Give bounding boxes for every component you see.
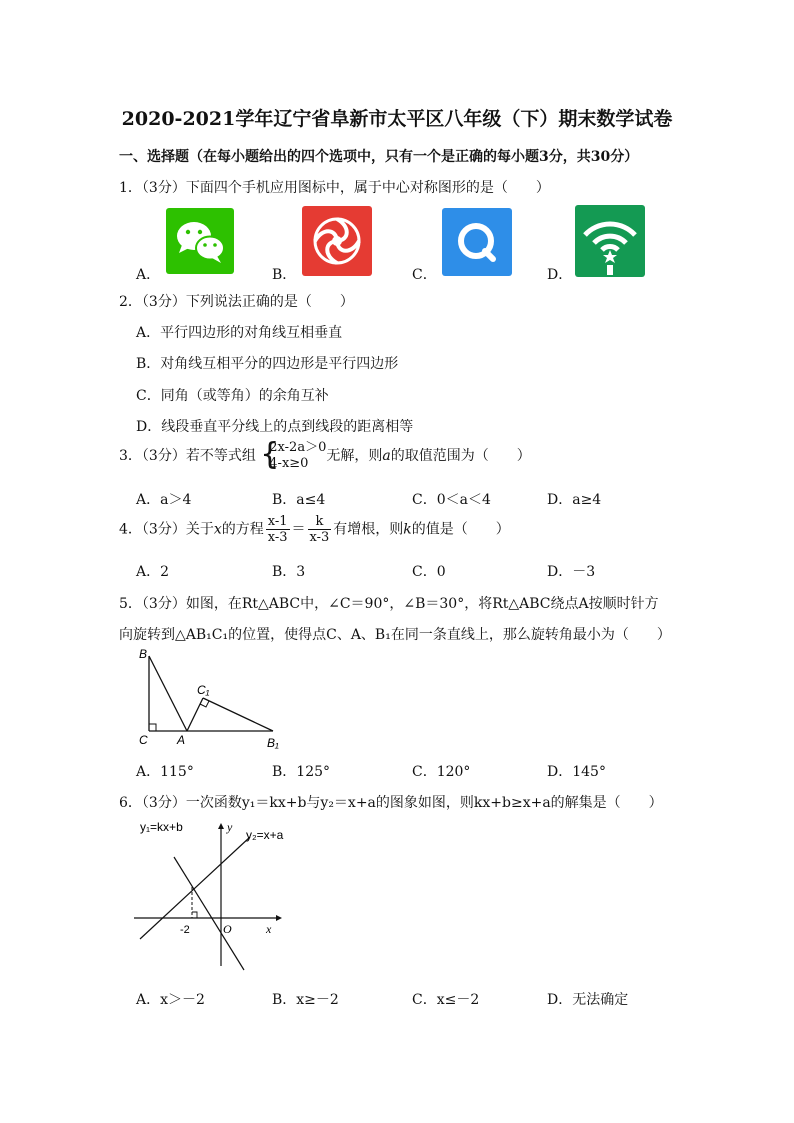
- question-4-stem: 4．（3分）关于x的方程 $\frac{x-1}{x-3}$ ＝ $\frac{k}{x-3}$ 有增根，则k的值是（ ）: [119, 514, 510, 545]
- q6-option-b[interactable]: B．x≥－2: [272, 992, 339, 1008]
- label-y-axis: y: [227, 820, 233, 834]
- fraction-right: $\frac{k}{x-3}$: [309, 514, 330, 545]
- q4-option-c[interactable]: C．0: [412, 564, 446, 580]
- question-6-stem: 6．（3分）一次函数y₁＝kx+b与y₂＝x+a的图象如图，则kx+b≥x+a的解集是（ ）: [119, 795, 663, 811]
- q4-option-a[interactable]: A．2: [136, 564, 170, 580]
- q3-option-b[interactable]: B．a≤4: [272, 492, 326, 508]
- q6-option-c[interactable]: C．x≤－2: [412, 992, 480, 1008]
- question-2-stem: 2．（3分）下列说法正确的是（ ）: [119, 294, 354, 310]
- sohu-icon[interactable]: [302, 206, 372, 276]
- q2-option-b[interactable]: B．对角线互相平分的四边形是平行四边形: [136, 356, 399, 372]
- section-heading: 一、选择题（在每小题给出的四个选项中，只有一个是正确的每小题3分，共30分）: [119, 149, 639, 165]
- label-minus-2: -2: [180, 924, 190, 936]
- label-origin: O: [223, 922, 232, 936]
- q3-option-c[interactable]: C．0＜a＜4: [412, 492, 491, 508]
- q5-option-a[interactable]: A．115°: [136, 764, 194, 780]
- label-x-axis: x: [266, 922, 272, 936]
- q3-option-a[interactable]: A．a＞4: [136, 492, 192, 508]
- q6-option-d[interactable]: D．无法确定: [547, 992, 629, 1008]
- question-3-stem: 3．（3分）若不等式组 { 2x-2a＞0 4-x≥0 无解，则a的取值范围为（ ）: [119, 437, 531, 472]
- question-5-line-1: 5．（3分）如图，在Rt△ABC中，∠C＝90°，∠B＝30°，将Rt△ABC绕点A按顺时针方: [119, 596, 659, 612]
- q2-option-a[interactable]: A．平行四边形的对角线互相垂直: [136, 325, 343, 341]
- q1-option-a-label: A．: [136, 267, 161, 283]
- label-B: B: [139, 647, 148, 661]
- fraction-left: $\frac{x-1}{x-3}$: [267, 514, 288, 545]
- search-q-icon[interactable]: [442, 208, 512, 276]
- q1-option-c-label: C．: [412, 267, 437, 283]
- q5-option-c[interactable]: C．120°: [412, 764, 471, 780]
- q2-option-d[interactable]: D．线段垂直平分线上的点到线段的距离相等: [136, 419, 414, 435]
- wechat-icon[interactable]: [166, 208, 234, 274]
- label-C: C: [139, 733, 148, 747]
- q5-option-b[interactable]: B．125°: [272, 764, 331, 780]
- wifi-icon[interactable]: [575, 205, 645, 277]
- label-C1: C₁: [197, 683, 210, 697]
- label-y2: y₂=x+a: [246, 828, 284, 842]
- q4-option-d[interactable]: D．－3: [547, 564, 596, 580]
- q5-option-d[interactable]: D．145°: [547, 764, 606, 780]
- q1-option-b-label: B．: [272, 267, 297, 283]
- label-y1: y₁=kx+b: [140, 820, 183, 834]
- q2-option-c[interactable]: C．同角（或等角）的余角互补: [136, 388, 329, 404]
- q6-function-graph: [130, 815, 300, 975]
- page-title: 2020-2021学年辽宁省阜新市太平区八年级（下）期末数学试卷: [121, 108, 673, 130]
- q1-option-d-label: D．: [547, 267, 573, 283]
- q3-option-d[interactable]: D．a≥4: [547, 492, 602, 508]
- label-A: A: [177, 733, 186, 747]
- q5-triangle-figure: [130, 640, 290, 755]
- q6-option-a[interactable]: A．x＞－2: [136, 992, 205, 1008]
- inequality-system: { 2x-2a＞0 4-x≥0: [260, 437, 327, 472]
- label-B1: B₁: [267, 736, 279, 750]
- question-5-line-2: 向旋转到△AB₁C₁的位置，使得点C、A、B₁在同一条直线上，那么旋转角最小为（ ）: [119, 627, 671, 643]
- q4-option-b[interactable]: B．3: [272, 564, 306, 580]
- question-1-stem: 1．（3分）下面四个手机应用图标中，属于中心对称图形的是（ ）: [119, 180, 550, 196]
